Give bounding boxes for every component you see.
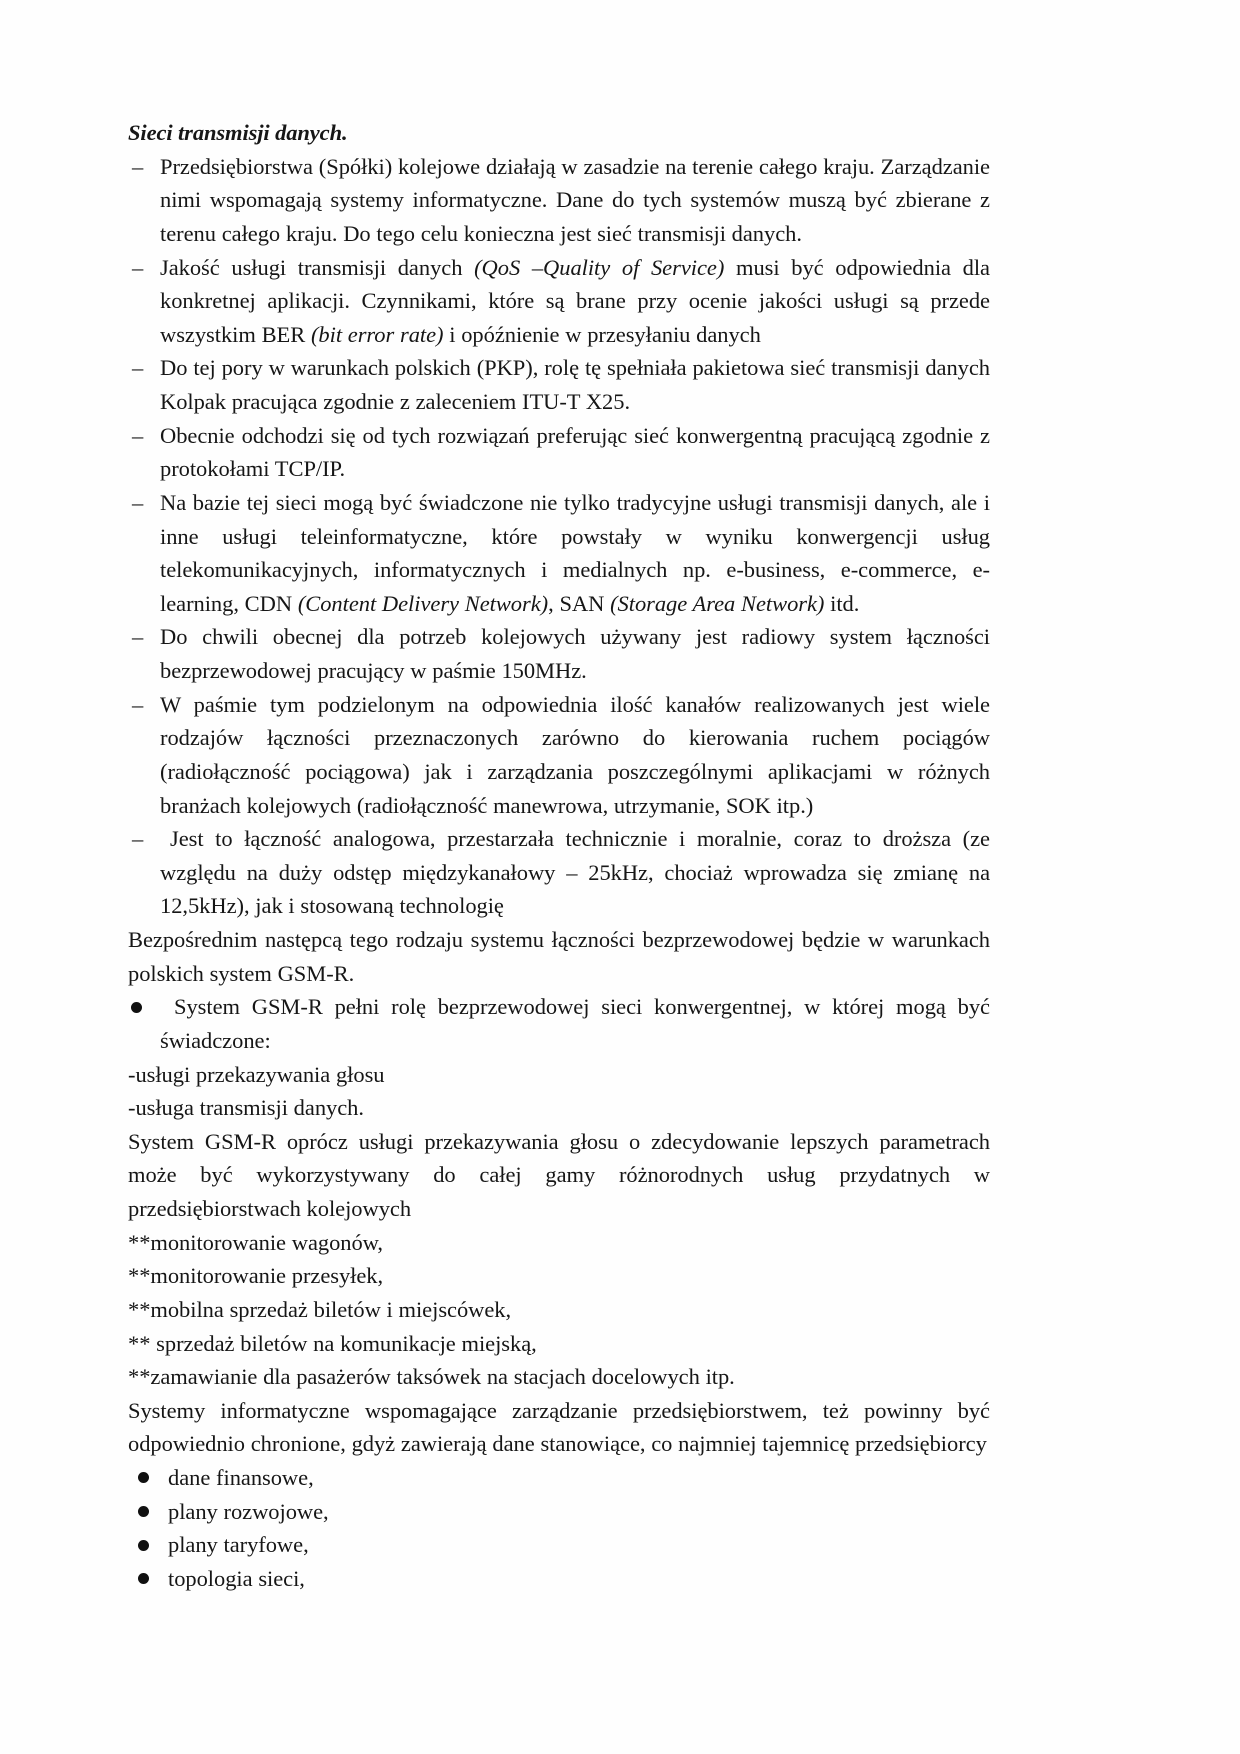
text-run: Przedsiębiorstwa (Spółki) kolejowe działają w zasadzie na terenie całego kraju. Zarządzanie nimi wspomagają systemy informatyczne. Dane do tych systemów muszą być zbierane z terenu całego kraju. Do tego celu konieczna jest sieć transmisji danych. (160, 153, 990, 246)
italic-run: (Content Delivery Network) (297, 590, 549, 616)
dash-list-item (128, 822, 990, 923)
text-run: Jest to łączność analogowa, przestarzała technicznie i moralnie, coraz to droższa (ze względu na duży odstęp międzykanałowy – 25kHz, chociaż wprowadza się zmianę na 12,5kHz), jak i stosowaną technologię (160, 826, 990, 919)
text-run: itd. (824, 590, 860, 616)
list-item-text (160, 154, 990, 246)
paragraph (128, 923, 990, 990)
list-item-text (160, 355, 990, 414)
bullet-marker-icon (138, 1528, 149, 1562)
bullet-list-item (128, 1461, 990, 1495)
text-run: , SAN (548, 590, 611, 616)
dash-list-item (128, 620, 990, 687)
text-run: topologia sieci, (168, 1565, 305, 1591)
document-body (128, 118, 990, 1596)
text-run: Obecnie odchodzi się od tych rozwiązań preferując sieć konwergentną pracującą zgodnie z protokołami TCP/IP. (160, 422, 990, 482)
paragraph (128, 1125, 990, 1226)
dash-list-item (128, 688, 990, 823)
dash-marker-icon: – (132, 422, 144, 448)
dash-list-item (128, 419, 990, 486)
page-title: Sieci transmisji danych. (128, 120, 348, 145)
bullet-list-item (128, 1528, 990, 1562)
text-run: Jakość usługi transmisji danych (160, 254, 475, 280)
bullet-marker-icon (131, 990, 142, 1024)
text-run: Do tej pory w warunkach polskich (PKP), rolę tę spełniała pakietowa sieć transmisji danych Kolpak pracująca zgodnie z zaleceniem ITU-T X25. (160, 355, 990, 415)
dash-marker-icon: – (132, 624, 144, 650)
text-run: **zamawianie dla pasażerów taksówek na stacjach docelowych itp. (128, 1364, 735, 1390)
dash-marker-icon: – (132, 826, 144, 852)
bullet-list-item (128, 990, 990, 1057)
dash-list-item (128, 486, 990, 621)
italic-run: (bit error rate) (310, 321, 444, 347)
text-run: **mobilna sprzedaż biletów i miejscówek, (128, 1296, 512, 1322)
list-item-text (160, 826, 990, 918)
list-item-text (168, 1566, 305, 1591)
list-item-text (160, 255, 990, 347)
text-run: Na bazie tej sieci mogą być świadczone nie tylko tradycyjne usługi transmisji danych, ale i inne usługi teleinformatyczne, które powstały w wyniku konwergencji usług telekomunikacyjnych, informatycznych i medialnych np. e-business, e-commerce, e-learning, CDN (160, 489, 990, 616)
list-item-text (160, 624, 990, 683)
text-run: **monitorowanie przesyłek, (128, 1263, 384, 1289)
text-run: ** sprzedaż biletów na komunikacje miejską, (128, 1330, 537, 1356)
text-run: System GSM-R oprócz usługi przekazywania głosu o zdecydowanie lepszych parametrach może być wykorzystywany do całej gamy różnorodnych usług przydatnych w przedsiębiorstwach kolejowych (128, 1128, 990, 1222)
dash-list-item (128, 150, 990, 251)
dash-marker-icon: – (132, 254, 144, 280)
italic-run: (QoS –Quality of Service) (474, 254, 725, 280)
list-item-text (168, 1465, 314, 1490)
plain-line (128, 1293, 990, 1327)
list-item-text (160, 692, 990, 818)
dash-marker-icon: – (132, 355, 144, 381)
list-item-text (168, 1532, 309, 1557)
bullet-marker-icon (138, 1562, 149, 1596)
list-item-text (160, 490, 990, 616)
plain-line (128, 1091, 990, 1125)
dash-marker-icon: – (132, 489, 144, 515)
text-run: plany rozwojowe, (168, 1498, 329, 1524)
dash-list-item (128, 251, 990, 352)
text-run: Systemy informatyczne wspomagające zarządzanie przedsiębiorstwem, też powinny być odpowiednio chronione, gdyż zawierają dane stanowiące, co najmniej tajemnicę przedsiębiorcy (128, 1397, 990, 1457)
text-run: musi być odpowiednia dla konkretnej aplikacji. Czynnikami, które są brane przy ocenie jakości usługi są przede wszystkim BER (160, 254, 990, 347)
text-run: W paśmie tym podzielonym na odpowiednia ilość kanałów realizowanych jest wiele rodzajów łączności przeznaczonych zarówno do kierowania ruchem pociągów (radiołączność pociągowa) jak i zarządzania poszczególnymi aplikacjami w różnych branżach kolejowych (radiołączność manewrowa, utrzymanie, SOK itp.) (160, 691, 990, 818)
text-run: Bezpośrednim następcą tego rodzaju systemu łączności bezprzewodowej będzie w warunkach polskich system GSM-R. (128, 927, 990, 986)
bullet-list-item (128, 1495, 990, 1529)
list-item-text (160, 994, 990, 1053)
plain-line (128, 1360, 990, 1394)
dash-list-item (128, 351, 990, 418)
paragraph (128, 1394, 990, 1461)
text-run: i opóźnienie w przesyłaniu danych (443, 321, 761, 347)
dash-marker-icon: – (132, 691, 144, 717)
dash-marker-icon: – (132, 153, 144, 179)
text-run: System GSM-R pełni rolę bezprzewodowej sieci konwergentnej, w której mogą być świadczone: (160, 994, 990, 1053)
text-run: plany taryfowe, (168, 1532, 309, 1558)
italic-run: (Storage Area Network) (610, 590, 825, 616)
plain-line (128, 1327, 990, 1361)
plain-line (128, 1259, 990, 1293)
plain-line (128, 1058, 990, 1092)
document-blocks (128, 150, 990, 1596)
bullet-list-item (128, 1562, 990, 1596)
text-run: Do chwili obecnej dla potrzeb kolejowych używany jest radiowy system łączności bezprzewodowej pracujący w paśmie 150MHz. (160, 624, 990, 684)
text-run: -usługa transmisji danych. (128, 1095, 364, 1121)
plain-line (128, 1226, 990, 1260)
list-item-text (160, 423, 990, 482)
list-item-text (168, 1499, 329, 1524)
text-run: dane finansowe, (168, 1465, 314, 1491)
text-run: **monitorowanie wagonów, (128, 1229, 383, 1255)
text-run: -usługi przekazywania głosu (128, 1061, 385, 1087)
bullet-marker-icon (138, 1461, 149, 1495)
bullet-marker-icon (138, 1495, 149, 1529)
